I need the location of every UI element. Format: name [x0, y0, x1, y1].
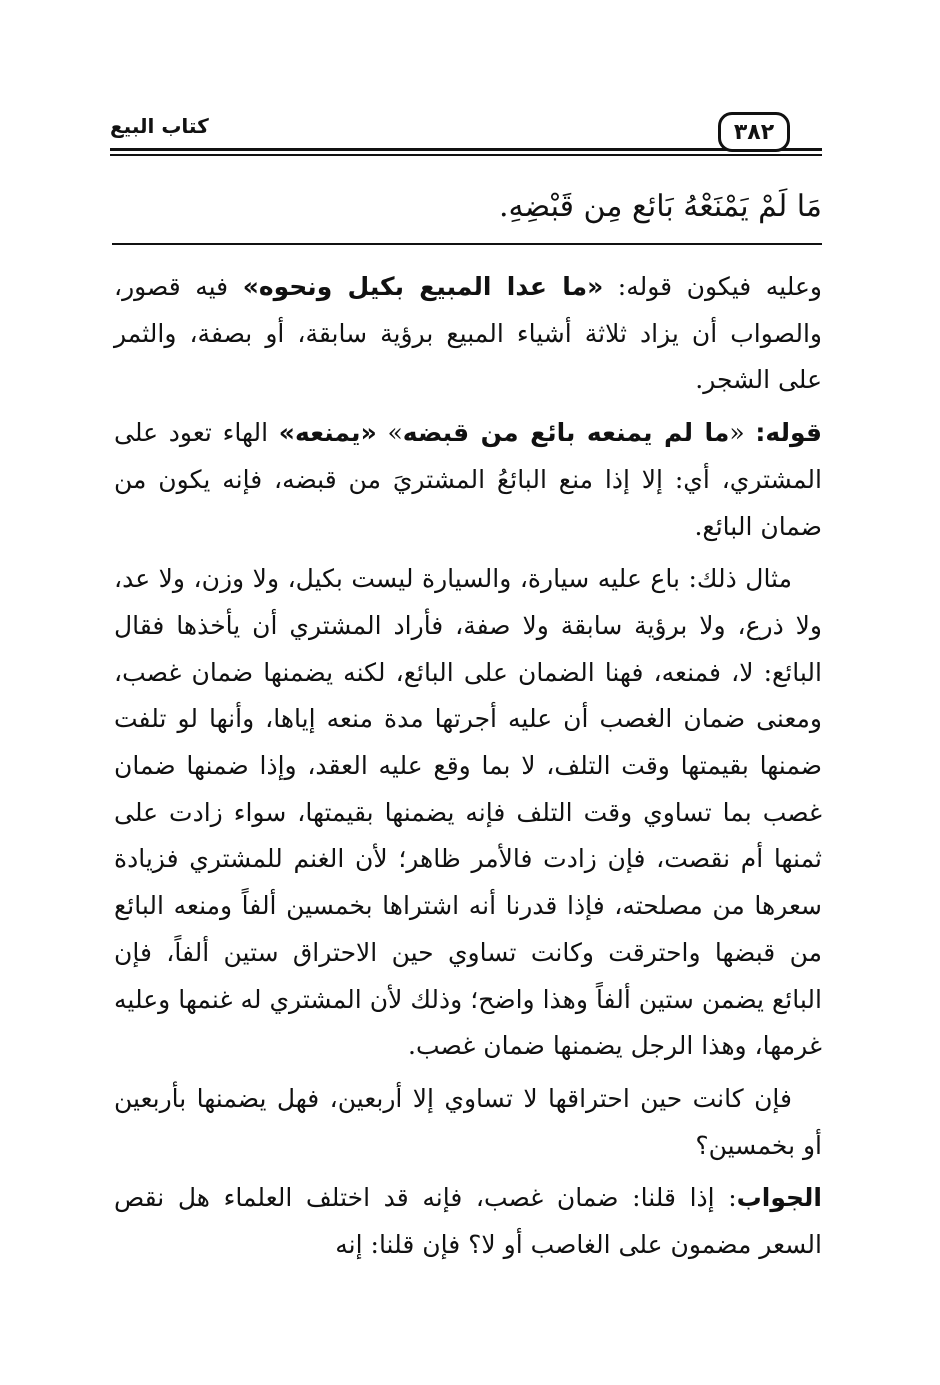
- quoted-word: «يمنعه»: [278, 418, 377, 448]
- text-segment: «: [729, 418, 756, 448]
- page-header: [110, 112, 822, 162]
- answer-label: الجواب: [736, 1183, 822, 1213]
- quoted-matn: ما لم يمنعه بائع من قبضه: [402, 418, 730, 448]
- paragraph: [114, 410, 822, 550]
- text-segment: »: [376, 418, 403, 448]
- text-segment: فيه قصور، والصواب أن يزاد ثلاثة أشياء المبيع برؤية سابقة، أو بصفة، والثمر على الشجر.: [114, 272, 822, 395]
- quoted-matn: «ما عدا المبيع بكيل ونحوه»: [242, 272, 604, 301]
- header-rule-thick: [110, 148, 822, 151]
- text-segment: الهاء تعود على المشتري، أي: إلا إذا منع البائعُ المشتريَ من قبضه، فإنه يكون من ضمان البائع.: [114, 418, 822, 541]
- text-segment: : إذا قلنا: ضمان غصب، فإنه قد اختلف العلماء هل نقص السعر مضمون على الغاصب أو لا؟ فإن قلنا: إنه: [114, 1183, 822, 1260]
- book-title: كتاب البيع: [110, 114, 209, 138]
- matn-divider: [112, 243, 822, 245]
- commentary-body: [114, 264, 822, 1275]
- text-segment: مثال ذلك: باع عليه سيارة، والسيارة ليست بكيل، ولا وزن، ولا عد، ولا ذرع، ولا برؤية سابقة ولا صفة، فأراد المشتري أن يأخذها فقال البائع: لا، فمنعه، فهنا الضمان على البائع، لكنه يضمنها ضمان غصب، ومعنى ضمان الغصب أن عليه أجرتها مدة منعه إياها، وأنها لو تلفت ضمنها بقيمتها وقت التلف، لا بما وقع عليه العقد، وإذا ضمنها ضمان غصب بما تساوي وقت التلف فإنه يضمنها بقيمتها، سواء زادت على ثمنها أم نقصت، فإن زادت فالأمر ظاهر؛ لأن الغنم للمشتري فزيادة سعرها من مصلحته، فإذا قدرنا أنه اشتراها بخمسين ألفاً ومنعه البائع من قبضها واحترقت وكانت تساوي حين الاحتراق ستين ألفاً، فإن البائع يضمن ستين ألفاً وهذا واضح؛ وذلك لأن المشتري له غنمها وعليه غرمها، وهذا الرجل يضمنها ضمان غصب.: [114, 564, 822, 1061]
- text-segment: فإن كانت حين احتراقها لا تساوي إلا أربعين، فهل يضمنها بأربعين أو بخمسين؟: [114, 1083, 822, 1160]
- header-rule-thin: [110, 154, 822, 156]
- paragraph: [114, 1175, 822, 1268]
- page-number: ٣٨٢: [718, 112, 790, 152]
- matn-verse: مَا لَمْ يَمْنَعْهُ بَائع مِن قَبْضِهِ.: [498, 189, 822, 224]
- qawluh-label: قوله:: [755, 418, 822, 448]
- paragraph: [114, 264, 822, 404]
- paragraph: [114, 1076, 822, 1169]
- paragraph: [114, 556, 822, 1070]
- text-segment: وعليه فيكون قوله:: [603, 272, 822, 301]
